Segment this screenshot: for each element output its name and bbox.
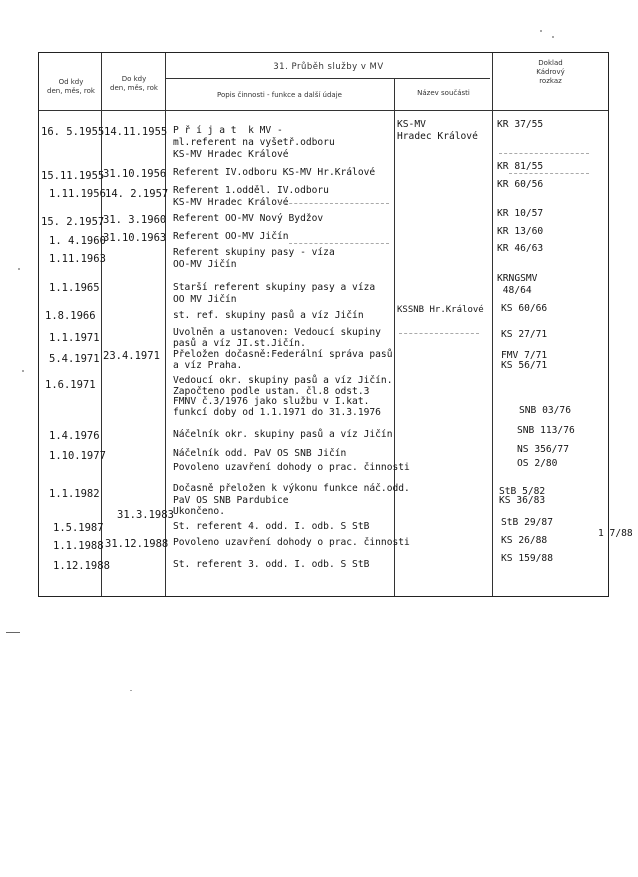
row-document: KS 26/88 <box>501 535 548 546</box>
row-description: Náčelník okr. skupiny pasů a víz Jičín <box>173 429 393 440</box>
row-do: 31.12.1988 <box>105 538 169 550</box>
row-od: 1.5.1987 <box>53 522 104 534</box>
row-do: 31.3.1983 <box>117 509 174 521</box>
row-description: Referent IV.odboru KS-MV Hr.Králové <box>173 167 376 178</box>
header-bottom-line <box>39 110 608 111</box>
row-document: KR 46/63 <box>497 243 544 254</box>
row-do: 14. 2.1957 <box>105 188 169 200</box>
scan-artefact <box>6 632 20 633</box>
header-od-kdy: Od kdy den, měs, rok <box>47 78 95 95</box>
row-document: KR 37/55 <box>497 119 544 130</box>
row-document: KR 60/56 <box>497 179 544 190</box>
row-od: 1.11.1963 <box>49 253 106 265</box>
row-document: FMV 7/71 KS 56/71 <box>501 350 548 371</box>
row-document: NS 356/77 OS 2/80 <box>517 444 569 469</box>
scan-speck <box>552 36 554 38</box>
header-popis: Popis činnosti - funkce a další údaje <box>217 91 342 99</box>
scan-artefact <box>509 173 589 174</box>
row-description: st. ref. skupiny pasů a víz Jičín <box>173 310 364 321</box>
row-do: 31. 3.1960 <box>103 214 167 226</box>
row-description: St. referent 4. odd. I. odb. S StB <box>173 521 370 532</box>
row-document: KR 10/57 <box>497 208 544 219</box>
row-description: Náčelník odd. PaV OS SNB Jičín Povoleno uzavření dohody o prac. činnosti <box>173 448 410 473</box>
row-od: 1.1.1982 <box>49 488 100 500</box>
row-document: KS 60/66 <box>501 303 548 314</box>
column-divider <box>394 78 395 596</box>
row-od: 1.8.1966 <box>45 310 96 322</box>
row-document: StB 29/87 <box>501 517 553 528</box>
row-description: Dočasně přeložen k výkonu funkce náč.odd. PaV OS SNB Pardubice Ukončeno. <box>173 483 410 517</box>
row-document: KR 81/55 <box>497 161 544 172</box>
row-od: 1.11.1956 <box>49 188 106 200</box>
row-od: 1.4.1976 <box>49 430 100 442</box>
row-do: 23.4.1971 <box>103 350 160 362</box>
header-nazev-soucasti: Název součásti <box>417 89 470 97</box>
row-description: Referent OO-MV Jičín <box>173 231 289 242</box>
row-od: 16. 5.1955 <box>41 126 105 138</box>
row-unit: KSSNB Hr.Králové <box>397 305 484 315</box>
row-description: P ř í j a t k MV - ml.referent na vyšetř.odboru KS-MV Hradec Králové <box>173 125 335 160</box>
row-document: KR 13/60 <box>497 226 544 237</box>
row-document: SNB 03/76 <box>519 405 571 416</box>
scan-artefact <box>279 203 389 204</box>
scan-speck <box>130 690 132 691</box>
row-od: 1.6.1971 <box>45 379 96 391</box>
row-description: St. referent 3. odd. I. odb. S StB <box>173 559 370 570</box>
row-od: 1. 4.1960 <box>49 235 106 247</box>
scan-speck <box>540 30 542 32</box>
row-od: 1.1.1988 <box>53 540 104 552</box>
header-prubeh-sluzby: 31. Průběh služby v MV <box>273 62 384 72</box>
row-document: KS 159/88 <box>501 553 553 564</box>
scan-speck <box>18 268 20 270</box>
margin-note: 1 7/88 <box>598 528 633 539</box>
row-document: KS 27/71 <box>501 329 548 340</box>
row-od: 1.1.1971 <box>49 332 100 344</box>
scan-speck <box>22 370 24 372</box>
row-description: Přeložen dočasně:Federální správa pasů a víz Praha. <box>173 349 393 371</box>
row-od: 1.12.1988 <box>53 560 110 572</box>
row-od: 5.4.1971 <box>49 353 100 365</box>
row-od: 15.11.1955 <box>41 170 105 182</box>
header-subdivider <box>165 78 490 79</box>
service-record-table <box>38 52 609 597</box>
row-do: 31.10.1956 <box>103 168 167 180</box>
row-od: 1.10.1977 <box>49 450 106 462</box>
header-doklad: Doklad Kádrový rozkaz <box>536 59 565 85</box>
row-do: 14.11.1955 <box>104 126 168 138</box>
row-description: Uvolněn a ustanoven: Vedoucí skupiny pasů a víz JI.st.Jičín. <box>173 327 381 349</box>
row-document: KRNGSMV 48/64 <box>497 273 538 296</box>
row-description: Povoleno uzavření dohody o prac. činnosti <box>173 537 410 548</box>
row-od: 15. 2.1957 <box>41 216 105 228</box>
row-description: Vedoucí okr. skupiny pasů a víz Jičín. Započteno podle ustan. čl.8 odst.3 FMNV č.3/1976 jako službu v I.kat. funkcí doby od 1.1.1971 do 31.3.1976 <box>173 375 393 418</box>
row-description: Referent OO-MV Nový Bydžov <box>173 213 324 224</box>
row-od: 1.1.1965 <box>49 282 100 294</box>
row-description: Starší referent skupiny pasy a víza OO MV Jičín <box>173 282 376 305</box>
row-document: SNB 113/76 <box>517 425 575 436</box>
row-unit: KS-MV Hradec Králové <box>397 119 478 142</box>
column-divider <box>492 53 493 596</box>
row-do: 31.10.1963 <box>103 232 167 244</box>
scan-artefact <box>399 333 479 334</box>
row-description: Referent skupiny pasy - víza OO-MV Jičín <box>173 247 335 270</box>
header-do-kdy: Do kdy den, měs, rok <box>110 75 158 92</box>
row-description: Referent 1.odděl. IV.odboru KS-MV Hradec Králové <box>173 185 329 208</box>
scan-artefact <box>499 153 589 154</box>
scan-artefact <box>289 243 389 244</box>
row-document: StB 5/82 KS 36/83 <box>499 486 546 506</box>
